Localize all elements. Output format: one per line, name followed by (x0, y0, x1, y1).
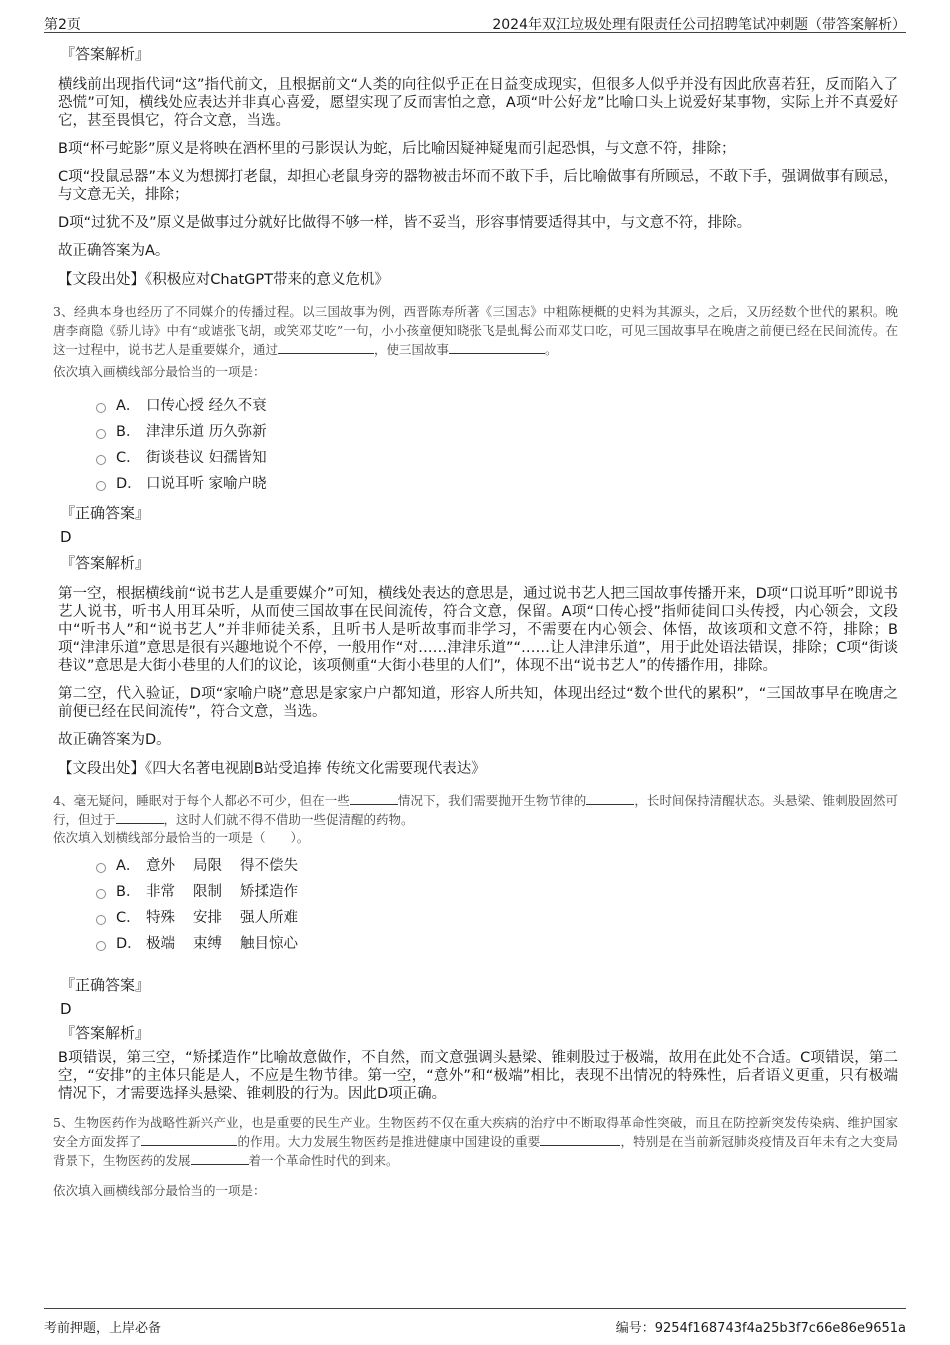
option-d[interactable]: D． 极端 束缚 触目惊心 (96, 931, 898, 957)
radio-button[interactable] (96, 889, 106, 899)
analysis-paragraph: B项“杯弓蛇影”原义是将映在酒杯里的弓影误认为蛇，后比喻因疑神疑鬼而引起恐惧，与文意不符，排除； (58, 141, 736, 157)
radio-button[interactable] (96, 403, 106, 413)
blank-line (141, 1133, 237, 1146)
page-number: 第2页 (44, 17, 81, 33)
answer-analysis-label: 『答案解析』 (60, 45, 151, 63)
document-id: 编号：9254f168743f4a25b3f7c66e86e9651a (615, 1321, 906, 1336)
blank-line (278, 341, 374, 354)
correct-answer: D (60, 1000, 72, 1018)
blank-line (350, 792, 398, 805)
question-instruction: 依次填入画横线部分最恰当的一项是： (53, 1183, 266, 1198)
answer-conclusion: 故正确答案为D。 (58, 732, 171, 748)
question-4-text: 4、毫无疑问，睡眠对于每个人都必不可少，但在一些 情况下，我们需要抛开生物节律的 ，长时间保持清醒状态。头悬梁、锥刺股固然可行，但过于 ，这时人们就不得不借助一些促清醒的药物。 (53, 793, 898, 827)
question-instruction: 依次填入画横线部分最恰当的一项是： (53, 364, 266, 379)
analysis-paragraph: C项“投鼠忌器”本义为想掷打老鼠，却担心老鼠身旁的器物被击坏而不敢下手，后比喻做事有所顾忌，不敢下手，强调做事有顾忌，与文意无关，排除； (58, 169, 898, 203)
analysis-paragraph: 第一空，根据横线前“说书艺人是重要媒介”可知，横线处表达的意思是，通过说书艺人把三国故事传播开来，D项“口说耳听”即说书艺人说书，听书人用耳朵听，从而使三国故事在民间流传，符合文意，保留。A项“口传心授”指师徒间口头传授，内心领会，文段中“听书人”和“说书艺人”并非师徒关系，且听书人是听故事而非学习，不需要在内心领会、体悟，故该项和文意不符，排除；B项“津津乐道”意思是很有兴趣地说个不停，一般用作“对……津津乐道”“……让人津津乐道”，用于此处语法错误，排除；C项“街谈巷议”意思是大街小巷里的人们的议论，该项侧重“大街小巷里的人们”，体现不出“说书艺人”的传播作用，排除。 (58, 586, 898, 674)
question-5-text: 5、生物医药作为战略性新兴产业，也是重要的民生产业。生物医药不仅在重大疾病的治疗中不断取得革命性突破，而且在防控新突发传染病、维护国家安全方面发挥了 的作用。大力发展生物医药是推进健康中国建设的重要 ，特别是在当前新冠肺炎疫情及百年未有之大变局背景下，生物医药的发展 着一个革命性时代的到来。 (53, 1115, 898, 1168)
option-a[interactable]: A． 口传心授 经久不衰 (96, 393, 898, 419)
correct-answer-label: 『正确答案』 (60, 504, 151, 522)
blank-line (191, 1152, 249, 1165)
document-title: 2024年双江垃圾处理有限责任公司招聘笔试冲刺题（带答案解析） (492, 17, 906, 33)
question-3-text: 3、经典本身也经历了不同媒介的传播过程。以三国故事为例，西晋陈寿所著《三国志》中粗陈梗概的史料为其源头，之后，又历经数个世代的累积。晚唐李商隐《骄儿诗》中有“或谑张飞胡，或笑邓艾吃”一句，小小孩童便知晓张飞是虬髯公而邓艾口吃，可见三国故事早在晚唐之前便已经在民间流传。在这一过程中，说书艺人是重要媒介，通过 ，使三国故事 。 (53, 304, 898, 357)
blank-line (116, 811, 164, 824)
document-body (53, 44, 898, 1212)
radio-button[interactable] (96, 863, 106, 873)
option-b[interactable]: B． 津津乐道 历久弥新 (96, 419, 898, 445)
analysis-paragraph: 横线前出现指代词“这”指代前文，且根据前文“人类的向往似乎正在日益变成现实，但很多人似乎并没有因此欣喜若狂，反而陷入了恐慌”可知，横线处应表达并非真心喜爱，愿望实现了反而害怕之意，A项“叶公好龙”比喻口头上说爱好某事物，实际上并不真爱好它，甚至畏惧它，符合文意，当选。 (58, 77, 898, 129)
answer-analysis-label: 『答案解析』 (60, 554, 151, 572)
radio-button[interactable] (96, 481, 106, 491)
blank-line (449, 341, 545, 354)
radio-button[interactable] (96, 941, 106, 951)
radio-button[interactable] (96, 455, 106, 465)
analysis-paragraph: 第二空，代入验证，D项“家喻户晓”意思是家家户户都知道，形容人所共知，体现出经过“数个世代的累积”，“三国故事早在晚唐之前便已经在民间流传”，符合文意，当选。 (58, 686, 898, 720)
option-d[interactable]: D． 口说耳听 家喻户晓 (96, 471, 898, 497)
correct-answer-label: 『正确答案』 (60, 976, 151, 994)
correct-answer: D (60, 528, 72, 546)
radio-button[interactable] (96, 429, 106, 439)
footer-slogan: 考前押题，上岸必备 (44, 1321, 162, 1336)
blank-line (586, 792, 634, 805)
page-footer (44, 1308, 906, 1337)
question-4-options (96, 853, 898, 957)
option-b[interactable]: B． 非常 限制 矫揉造作 (96, 879, 898, 905)
radio-button[interactable] (96, 915, 106, 925)
passage-source: 【文段出处】《四大名著电视剧B站受追捧 传统文化需要现代表达》 (58, 761, 486, 777)
page-header (44, 10, 906, 33)
blank-line (540, 1133, 620, 1146)
question-instruction: 依次填入划横线部分最恰当的一项是（ ）。 (53, 830, 310, 845)
analysis-paragraph: D项“过犹不及”原义是做事过分就好比做得不够一样，皆不妥当，形容事情要适得其中，与文意不符，排除。 (58, 215, 752, 231)
answer-analysis-label: 『答案解析』 (60, 1024, 151, 1042)
passage-source: 【文段出处】《积极应对ChatGPT带来的意义危机》 (58, 272, 389, 288)
answer-conclusion: 故正确答案为A。 (58, 243, 170, 259)
question-3-options (96, 393, 898, 497)
option-a[interactable]: A． 意外 局限 得不偿失 (96, 853, 898, 879)
analysis-paragraph: B项错误，第三空，“矫揉造作”比喻故意做作，不自然，而文意强调头悬梁、锥刺股过于极端，故用在此处不合适。C项错误，第二空，“安排”的主体只能是人，不应是生物节律。第一空，“意外”和“极端”相比，表现不出情况的特殊性，后者语义更重，只有极端情况下，才需要选择头悬梁、锥刺股的行为。因此D项正确。 (58, 1050, 898, 1102)
option-c[interactable]: C． 街谈巷议 妇孺皆知 (96, 445, 898, 471)
option-c[interactable]: C． 特殊 安排 强人所难 (96, 905, 898, 931)
